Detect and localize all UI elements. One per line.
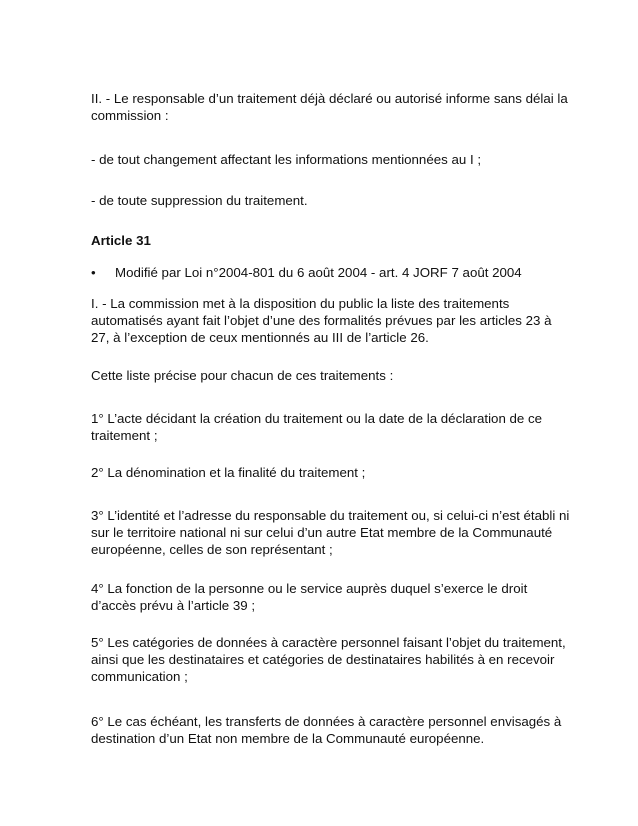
- paragraph-item-2: [91, 464, 561, 481]
- text-line: - de toute suppression du traitement.: [91, 193, 308, 208]
- text-line: I. - La commission met à la disposition du public la liste des traitements: [91, 296, 510, 311]
- text-line: 5° Les catégories de données à caractère personnel faisant l’objet du traitement,: [91, 635, 566, 650]
- paragraph-item-3: [91, 507, 570, 558]
- paragraph-liste: [91, 367, 561, 384]
- text-line: destination d’un Etat non membre de la Communauté européenne.: [91, 731, 485, 746]
- article-heading: [91, 232, 561, 249]
- paragraph-ii-responsable: [91, 90, 568, 124]
- bullet-icon: •: [91, 265, 96, 280]
- text-line: - de tout changement affectant les informations mentionnées au I ;: [91, 152, 482, 167]
- text-line: ainsi que les destinataires et catégories de destinataires habilités à en recevoir: [91, 652, 555, 667]
- text-line: 3° L’identité et l’adresse du responsable du traitement ou, si celui-ci n’est établi ni: [91, 508, 570, 523]
- modification-link[interactable]: Modifié par Loi n°2004-801 du 6 août 2004 - art. 4 JORF 7 août 2004: [115, 265, 522, 280]
- heading-text: Article 31: [91, 233, 151, 248]
- text-line: 6° Le cas échéant, les transferts de données à caractère personnel envisagés à: [91, 714, 562, 729]
- text-line: communication ;: [91, 669, 188, 684]
- text-line: automatisés ayant fait l’objet d’une des formalités prévues par les articles 23 à: [91, 313, 552, 328]
- text-line: sur le territoire national ni sur celui d’un autre Etat membre de la Communauté: [91, 525, 553, 540]
- paragraph-item-4: [91, 580, 561, 614]
- text-line: d’accès prévu à l’article 39 ;: [91, 598, 256, 613]
- paragraph-item-6: [91, 713, 561, 747]
- paragraph-changement: [91, 151, 561, 168]
- paragraph-suppression: [91, 192, 561, 209]
- text-line: européenne, celles de son représentant ;: [91, 542, 333, 557]
- text-line: 2° La dénomination et la finalité du traitement ;: [91, 465, 366, 480]
- text-line: commission :: [91, 108, 169, 123]
- text-line: traitement ;: [91, 428, 158, 443]
- text-line: 1° L’acte décidant la création du traitement ou la date de la déclaration de ce: [91, 411, 543, 426]
- text-line: Cette liste précise pour chacun de ces traitements :: [91, 368, 394, 383]
- text-line: 4° La fonction de la personne ou le service auprès duquel s’exerce le droit: [91, 581, 528, 596]
- paragraph-i-commission: [91, 295, 561, 346]
- paragraph-item-1: [91, 410, 561, 444]
- text-line: II. - Le responsable d’un traitement déjà déclaré ou autorisé informe sans délai la: [91, 91, 568, 106]
- paragraph-item-5: [91, 634, 566, 685]
- text-line: 27, à l’exception de ceux mentionnés au III de l’article 26.: [91, 330, 429, 345]
